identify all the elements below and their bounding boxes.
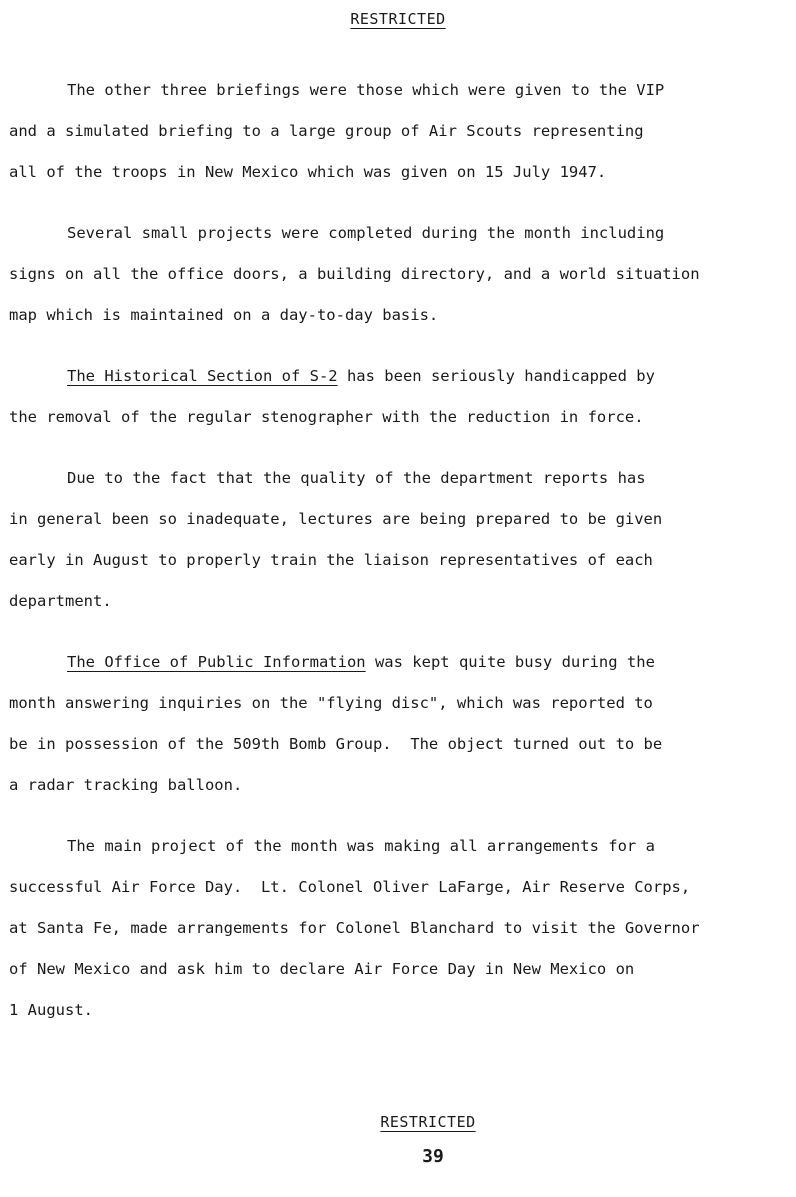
- text-line: successful Air Force Day. Lt. Colonel Oliver LaFarge, Air Reserve Corps,: [9, 878, 691, 896]
- section-heading-historical: The Historical Section of S-2: [67, 367, 338, 385]
- paragraph-public-information: [9, 642, 779, 806]
- text-line: a radar tracking balloon.: [9, 776, 243, 794]
- paragraph-air-force-day: [9, 826, 779, 1031]
- text-line: Several small projects were completed during the month including: [67, 224, 665, 242]
- text-line: at Santa Fe, made arrangements for Colonel Blanchard to visit the Governor: [9, 919, 700, 937]
- header-classification: RESTRICTED: [350, 10, 446, 28]
- text-line: [9, 356, 779, 397]
- text-line: map which is maintained on a day-to-day basis.: [9, 306, 439, 324]
- page-number: 39: [422, 1146, 444, 1167]
- footer-classification: RESTRICTED: [380, 1113, 476, 1131]
- paragraph-briefings: [9, 70, 779, 193]
- text-line: department.: [9, 592, 112, 610]
- text-line: be in possession of the 509th Bomb Group. The object turned out to be: [9, 735, 663, 753]
- section-heading-public-information: The Office of Public Information: [67, 653, 366, 671]
- paragraph-department-reports: [9, 458, 779, 622]
- text-line: all of the troops in New Mexico which was given on 15 July 1947.: [9, 163, 607, 181]
- text-line: Due to the fact that the quality of the department reports has: [67, 469, 646, 487]
- text-line: early in August to properly train the liaison representatives of each: [9, 551, 653, 569]
- page-footer: [0, 1113, 796, 1131]
- text-line: signs on all the office doors, a building directory, and a world situation: [9, 265, 700, 283]
- text-run: was kept quite busy during the: [365, 653, 655, 671]
- document-body: [9, 70, 779, 1051]
- text-line: and a simulated briefing to a large group of Air Scouts representing: [9, 122, 644, 140]
- text-line: 1 August.: [9, 1001, 93, 1019]
- text-run: has been seriously handicapped by: [337, 367, 655, 385]
- page-header: [0, 10, 796, 28]
- text-line: month answering inquiries on the "flying disc", which was reported to: [9, 694, 653, 712]
- text-line: of New Mexico and ask him to declare Air Force Day in New Mexico on: [9, 960, 635, 978]
- text-line: The main project of the month was making all arrangements for a: [67, 837, 655, 855]
- text-line: the removal of the regular stenographer with the reduction in force.: [9, 408, 644, 426]
- text-line: [9, 642, 779, 683]
- text-line: The other three briefings were those which were given to the VIP: [67, 81, 665, 99]
- text-line: in general been so inadequate, lectures are being prepared to be given: [9, 510, 663, 528]
- paragraph-small-projects: [9, 213, 779, 336]
- paragraph-historical-section: [9, 356, 779, 438]
